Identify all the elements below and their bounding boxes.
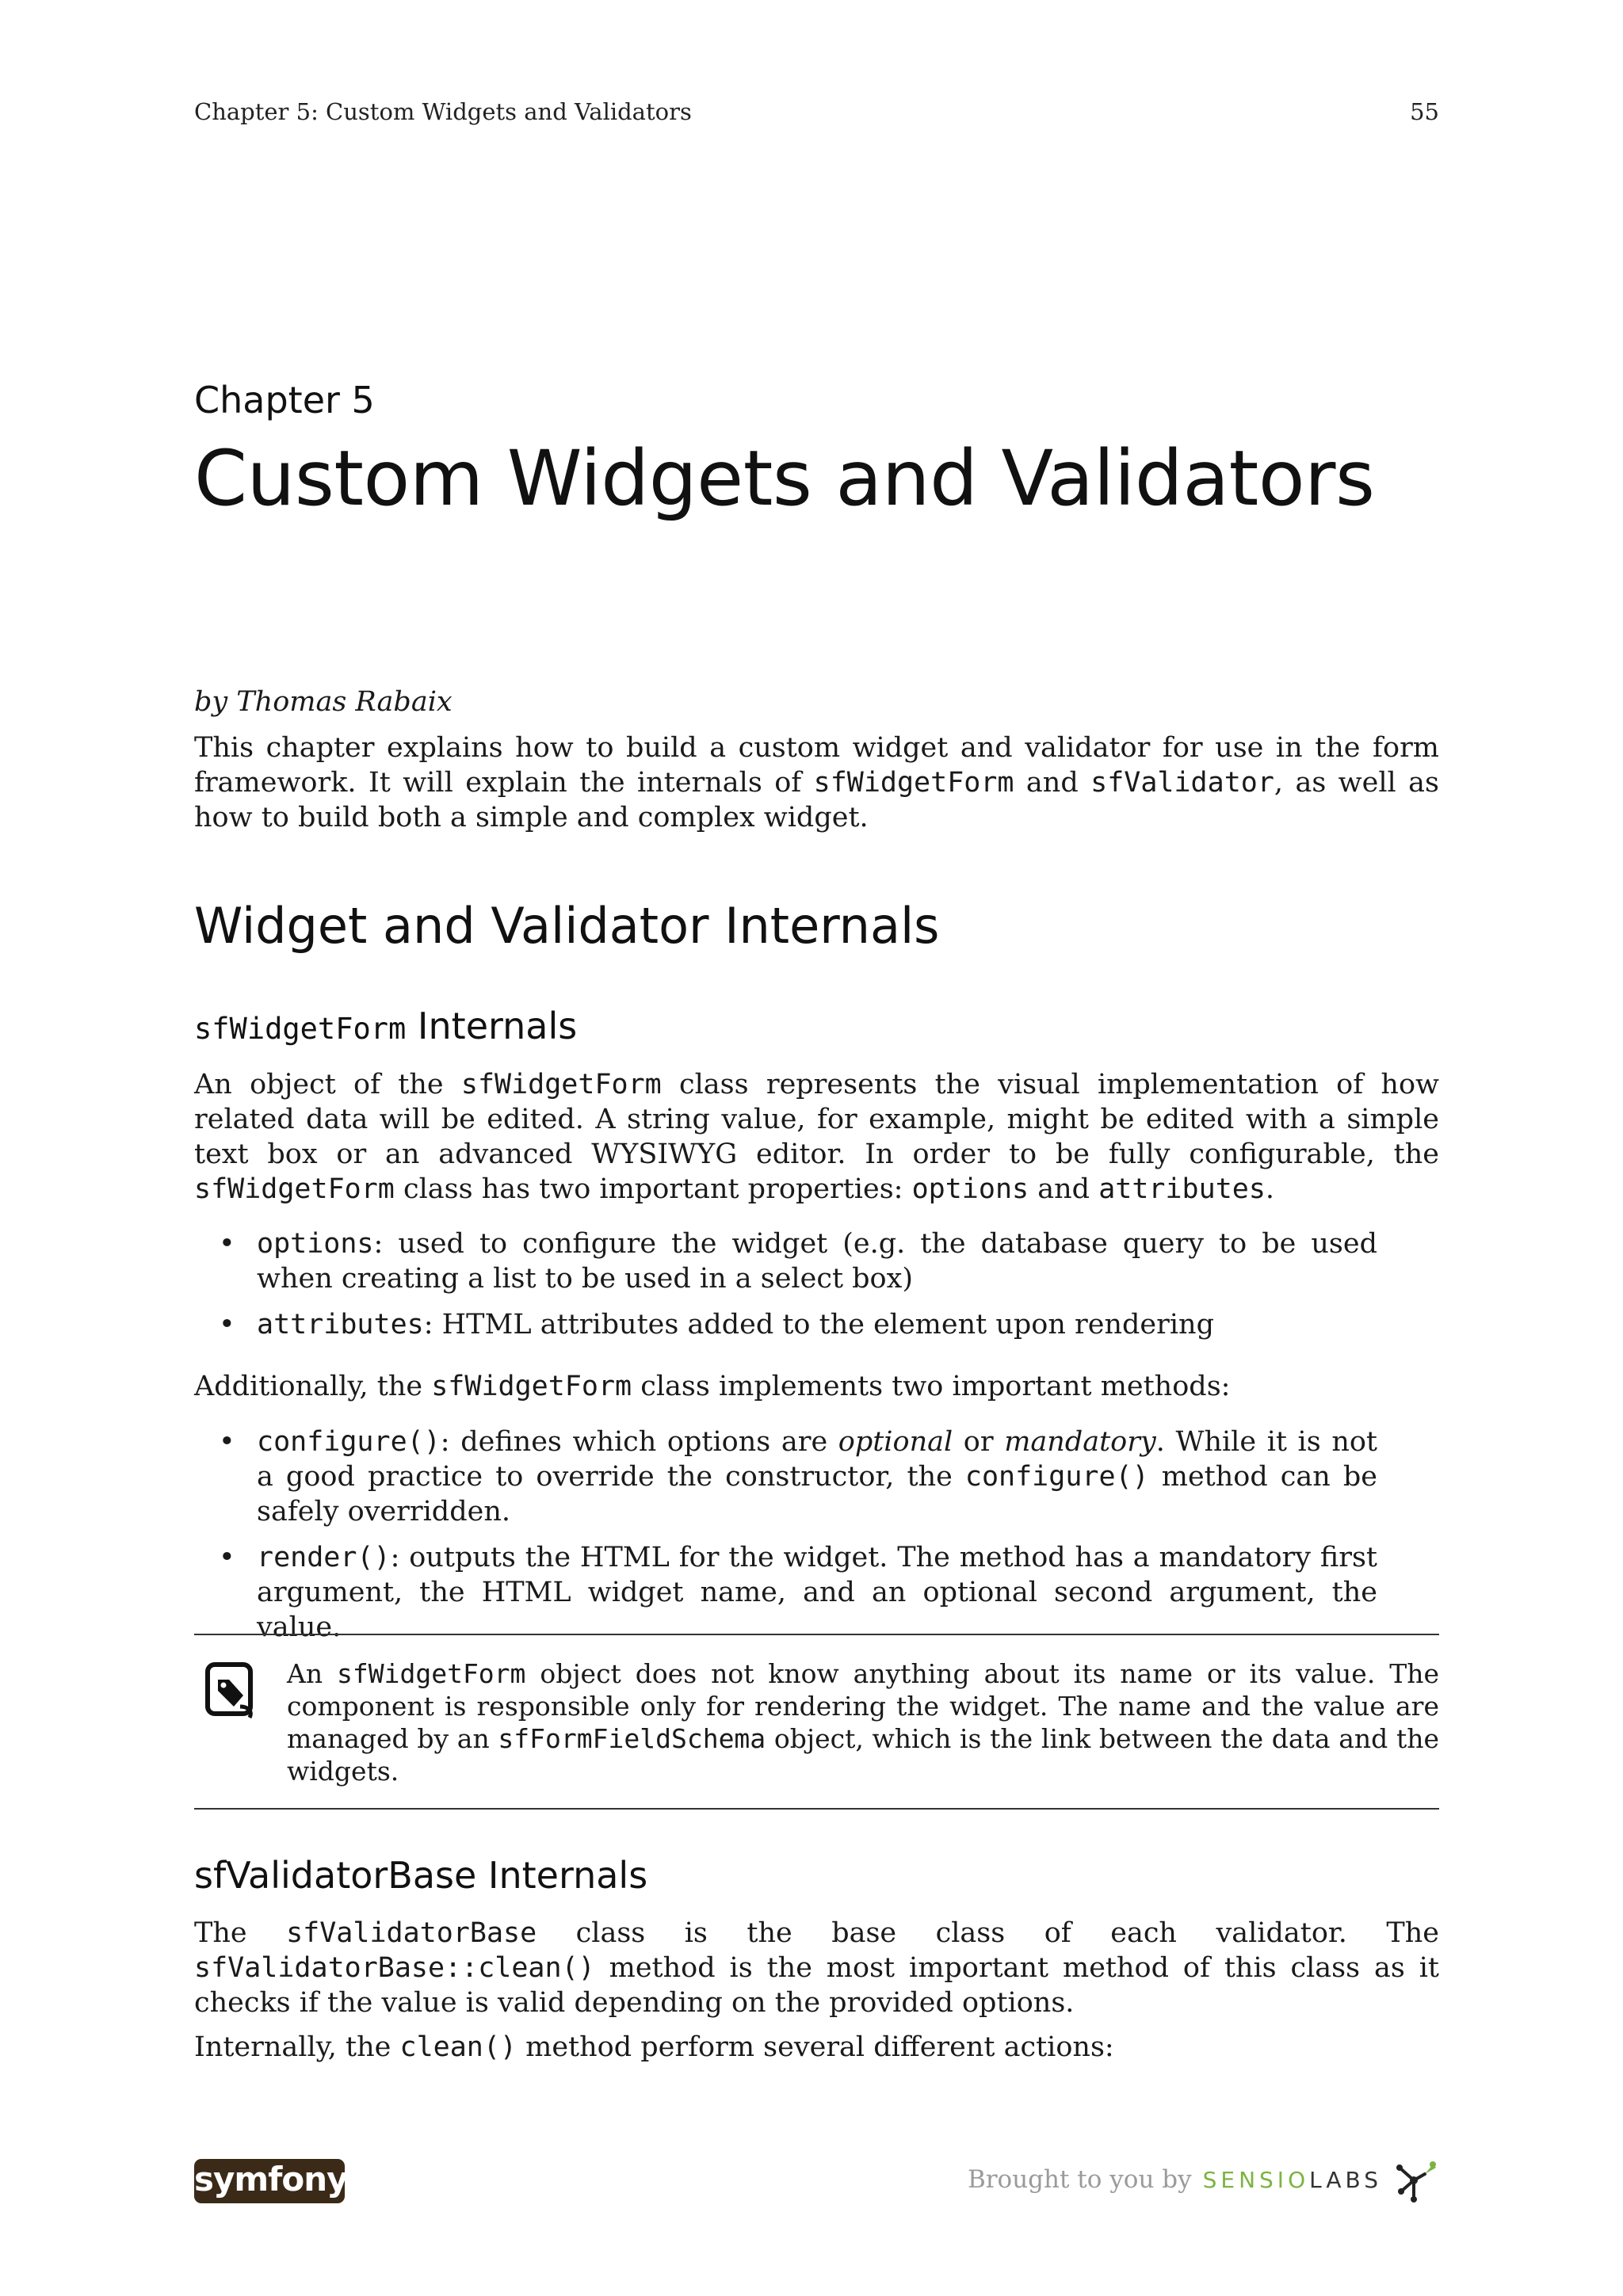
intro-paragraph: This chapter explains how to build a custom widget and validator for use in the form framework. It will explain the internals of sfWidgetForm and sfValidator, as well as how to build both a simple and complex widget. [194, 732, 1439, 833]
symfony-logo: symfony [194, 2159, 345, 2203]
chapter-title: Custom Widgets and Validators [194, 434, 1375, 523]
validator-paragraph: The sfValidatorBase class is the base class of each validator. The sfValidatorBase::clean() method is the most important method of this class as it checks if the value is valid depending on the provided options. [194, 1917, 1439, 2019]
code-sfvalidator: sfValidator [1090, 767, 1274, 799]
author-line: by Thomas Rabaix [194, 686, 453, 718]
labs-wordmark: LABS [1309, 2166, 1382, 2193]
page-number: 55 [1410, 98, 1439, 125]
sensiolabs-credit [968, 2157, 1439, 2203]
note-box [194, 1634, 1439, 1810]
list-item: • render(): outputs the HTML for the widget. The method has a mandatory first argument, the HTML widget name, and an optional second argument, the value. [219, 1542, 1377, 1643]
running-header [194, 98, 1439, 125]
list-item: • options: used to configure the widget (e.g. the database query to be used when creating a list to be used in a select box) [219, 1228, 1377, 1295]
properties-list [219, 1226, 1377, 1353]
methods-intro-paragraph: Additionally, the sfWidgetForm class implements two important methods: [194, 1371, 1231, 1402]
subsection-validator-internals: sfValidatorBase Internals [194, 1854, 648, 1897]
code-sfwidgetform: sfWidgetForm [813, 767, 1014, 799]
subsection-widget-internals: sfWidgetForm Internals [194, 1005, 578, 1047]
note-text: An sfWidgetForm object does not know anything about its name or its value. The component is responsible only for rendering the widget. The name and the value are managed by an sfFormFieldSchema object, which is the link between the data and the widgets. [287, 1658, 1440, 1787]
sensio-wordmark: SENSIO [1202, 2166, 1310, 2193]
sensiolabs-logo-icon [1393, 2157, 1439, 2203]
clean-method-paragraph: Internally, the clean() method perform several different actions: [194, 2031, 1114, 2063]
brought-to-you-text: Brought to you by [967, 2165, 1192, 2194]
methods-list [219, 1425, 1377, 1656]
widget-paragraph: An object of the sfWidgetForm class represents the visual implementation of how related data will be edited. A string value, for example, might be edited with a simple text box or an advanced WYSIWYG editor. In order to be fully configurable, the sfWidgetForm class has two important properties: options and attributes. [194, 1069, 1440, 1205]
list-item: • attributes: HTML attributes added to the element upon rendering [219, 1309, 1214, 1341]
list-item: • configure(): defines which options are optional or mandatory. While it is not a good practice to override the constructor, the configure() method can be safely overridden. [219, 1426, 1377, 1527]
section-title: Widget and Validator Internals [194, 897, 940, 955]
chapter-label: Chapter 5 [194, 379, 375, 421]
running-title: Chapter 5: Custom Widgets and Validators [194, 98, 692, 125]
note-tag-icon [205, 1662, 256, 1719]
